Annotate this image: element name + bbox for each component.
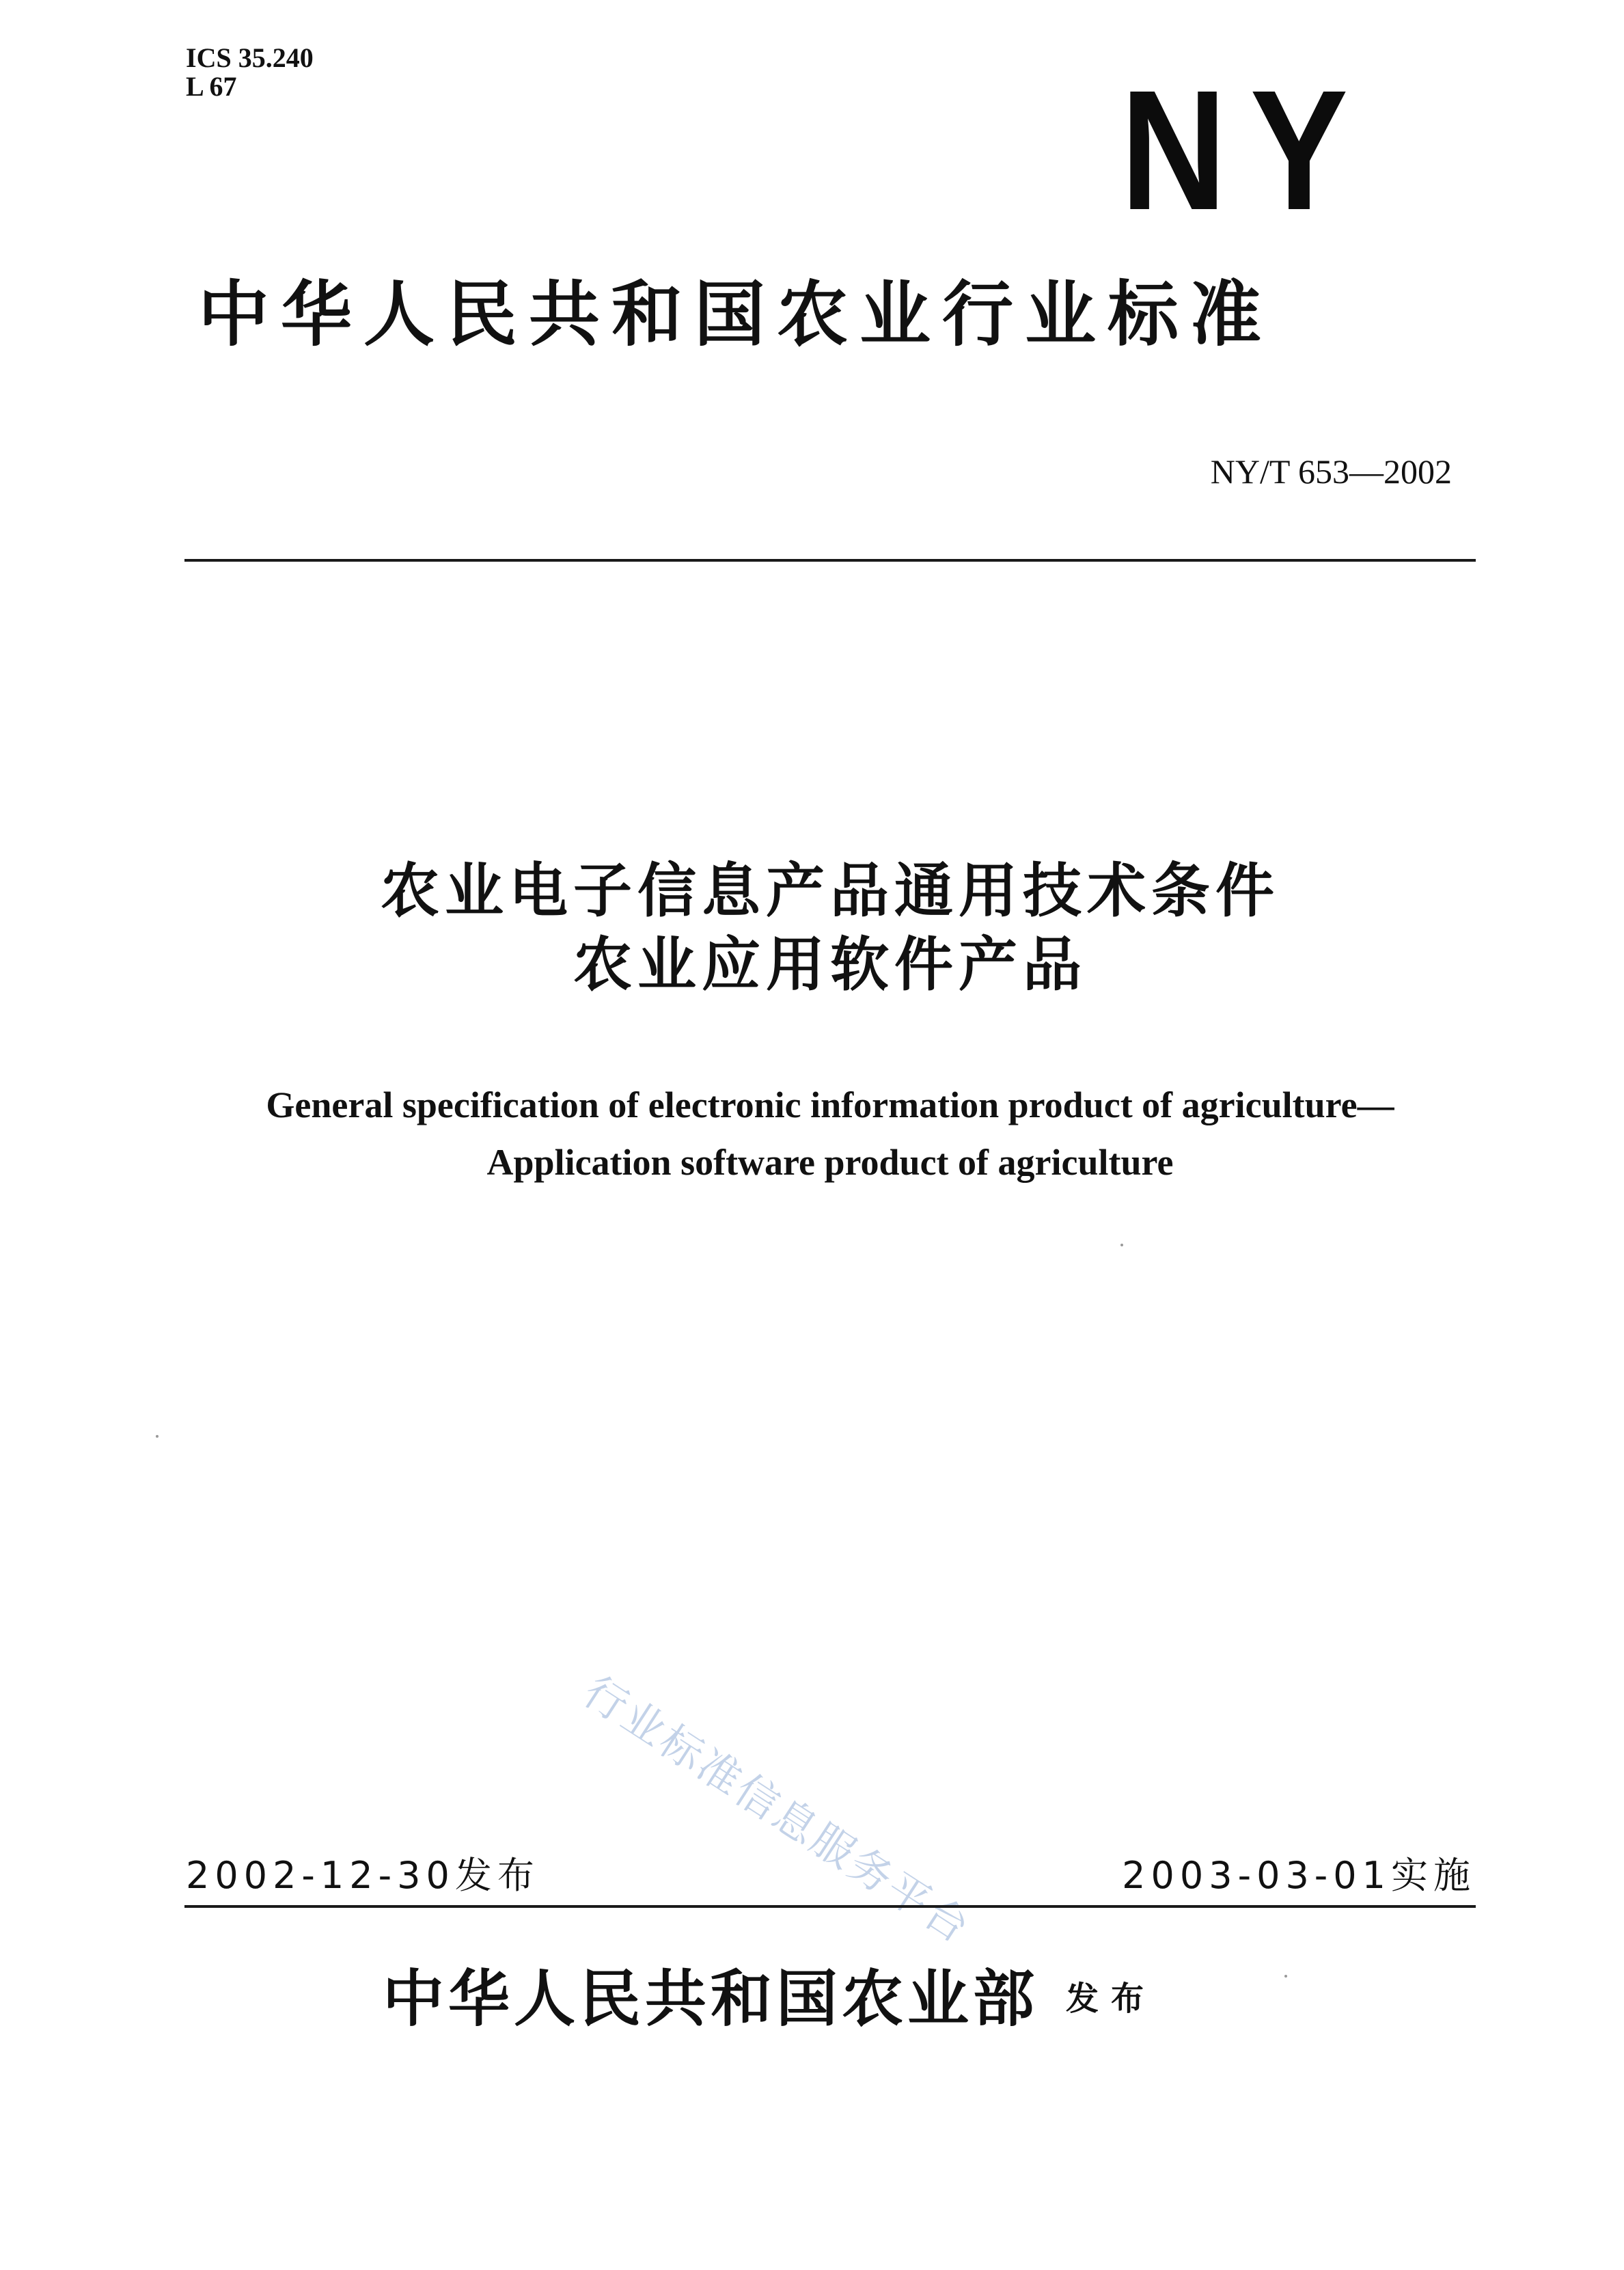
english-title-line-2: Application software product of agriculture — [486, 1142, 1174, 1183]
standard-category: 中华人民共和国农业行业标准 — [198, 273, 1274, 356]
scan-speck — [1284, 1975, 1287, 1978]
publisher: 中华人民共和国农业部 — [383, 1963, 1038, 2035]
classification-codes — [186, 44, 314, 101]
watermark: 行业标准信息服务平台 — [575, 1666, 980, 1954]
implementation-date: 2003-03-01实施 — [1122, 1854, 1476, 1897]
ccs-code: L 67 — [186, 71, 237, 102]
header-divider — [184, 559, 1476, 562]
ny-logo: NY — [1120, 55, 1372, 245]
english-title-line-1: General specification of electronic information product of agriculture— — [266, 1084, 1394, 1125]
publisher-suffix: 发布 — [1066, 1980, 1157, 2018]
chinese-title-line-2: 农业应用软件产品 — [573, 931, 1087, 999]
scan-speck — [1120, 1244, 1123, 1246]
footer-divider — [184, 1905, 1476, 1908]
publisher-line — [383, 1958, 1339, 2040]
scan-speck — [156, 1435, 159, 1438]
ics-code: ICS 35.240 — [186, 42, 314, 73]
chinese-title-line-1: 农业电子信息产品通用技术条件 — [381, 857, 1280, 925]
chinese-title — [184, 854, 1476, 1002]
standard-number: NY/T 653—2002 — [1210, 452, 1452, 491]
issue-date: 2002-12-30发布 — [186, 1854, 540, 1897]
english-title — [150, 1076, 1510, 1191]
